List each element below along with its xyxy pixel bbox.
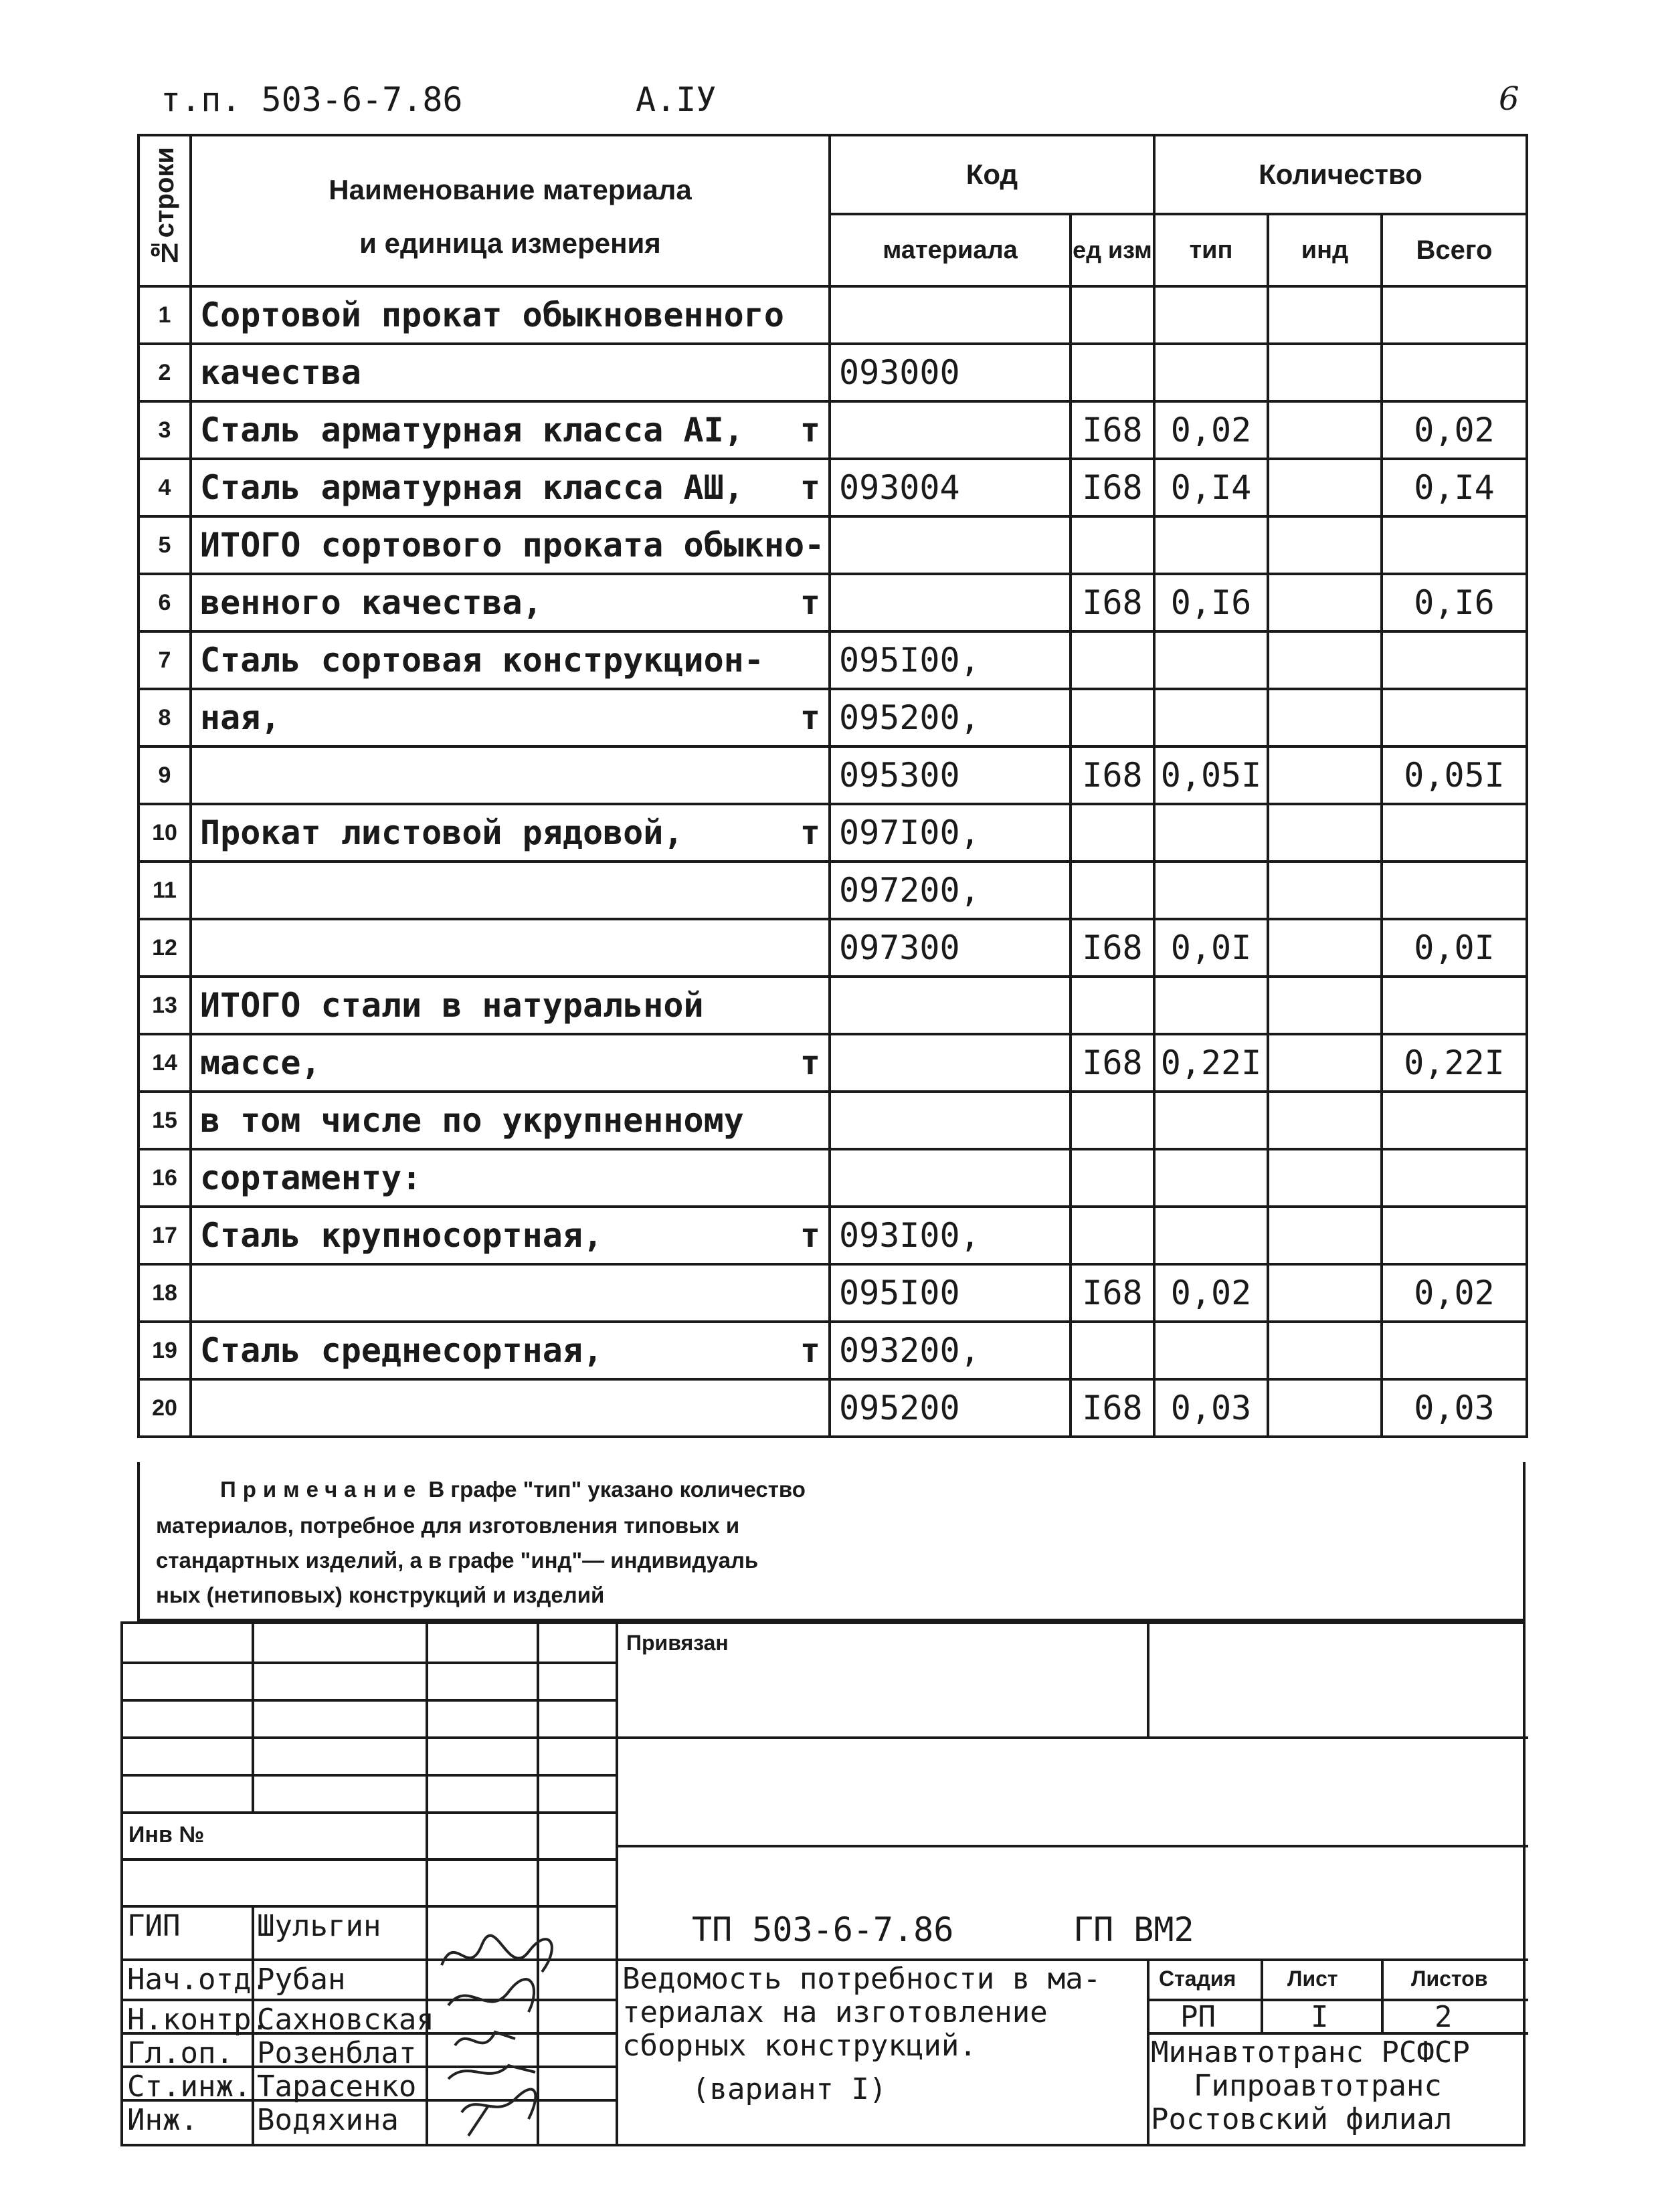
table-row	[139, 977, 1527, 1034]
row-number: 1	[139, 286, 191, 344]
material-name: качества	[191, 344, 830, 401]
unit-code	[1071, 977, 1154, 1034]
qty-total: 0,I6	[1382, 574, 1527, 631]
row-number: 14	[139, 1034, 191, 1092]
org-line1: Минавтотранс РСФСР	[1151, 2035, 1470, 2070]
unit-mark: т	[800, 1331, 820, 1370]
qty-ind	[1268, 574, 1382, 631]
signature-name: Рубан	[257, 1963, 346, 1997]
material-name: Сталь сортовая конструкцион-	[191, 631, 830, 689]
material-code: 093I00,	[830, 1207, 1071, 1264]
document-code: ТП 503-6-7.86	[692, 1910, 954, 1949]
qty-ind	[1268, 1322, 1382, 1379]
qty-ind	[1268, 1379, 1382, 1437]
row-number: 20	[139, 1379, 191, 1437]
signature-name: Розенблат	[257, 2036, 417, 2070]
note-line4: ных (нетиповых) конструкций и изделий	[156, 1583, 605, 1607]
qty-ind	[1268, 401, 1382, 459]
material-name: Сталь арматурная класса АI, т	[191, 401, 830, 459]
table-row	[139, 631, 1527, 689]
qty-total	[1382, 689, 1527, 746]
qty-ind	[1268, 1034, 1382, 1092]
material-name	[191, 746, 830, 804]
row-number: 4	[139, 459, 191, 516]
signature-scribbles	[428, 1905, 616, 2146]
row-number: 6	[139, 574, 191, 631]
qty-type: 0,02	[1154, 1264, 1268, 1322]
header-quantity: Количество	[1154, 135, 1527, 214]
sheets-value: 2	[1435, 2000, 1453, 2034]
title-block	[120, 1621, 1526, 2146]
material-code: 093004	[830, 459, 1071, 516]
header-material-name: Наименование материала и единица измерения	[191, 135, 830, 286]
table-row	[139, 689, 1527, 746]
signature-name: Шульгин	[257, 1909, 381, 1943]
material-code: 095200,	[830, 689, 1071, 746]
material-code	[830, 286, 1071, 344]
qty-ind	[1268, 344, 1382, 401]
unit-code	[1071, 344, 1154, 401]
qty-type	[1154, 286, 1268, 344]
qty-ind	[1268, 746, 1382, 804]
qty-type	[1154, 1207, 1268, 1264]
unit-code	[1071, 1322, 1154, 1379]
qty-ind	[1268, 286, 1382, 344]
qty-total: 0,02	[1382, 401, 1527, 459]
table-row	[139, 1034, 1527, 1092]
unit-code: I68	[1071, 574, 1154, 631]
qty-type	[1154, 1149, 1268, 1207]
material-name	[191, 1379, 830, 1437]
unit-code	[1071, 689, 1154, 746]
qty-total: 0,22I	[1382, 1034, 1527, 1092]
signature-name: Тарасенко	[257, 2070, 417, 2104]
row-number: 7	[139, 631, 191, 689]
material-code	[830, 1034, 1071, 1092]
material-name: сортаменту:	[191, 1149, 830, 1207]
unit-code	[1071, 804, 1154, 862]
unit-code	[1071, 516, 1154, 574]
org-line2: Гипроавтотранс	[1194, 2069, 1442, 2103]
qty-type: 0,I6	[1154, 574, 1268, 631]
qty-total	[1382, 1149, 1527, 1207]
material-code: 095300	[830, 746, 1071, 804]
qty-type	[1154, 977, 1268, 1034]
unit-mark: т	[800, 583, 820, 622]
unit-code: I68	[1071, 459, 1154, 516]
unit-code	[1071, 862, 1154, 919]
material-code: 095I00,	[830, 631, 1071, 689]
qty-ind	[1268, 1092, 1382, 1149]
unit-code: I68	[1071, 746, 1154, 804]
qty-total	[1382, 1207, 1527, 1264]
material-code	[830, 1149, 1071, 1207]
sheet-value: I	[1311, 2000, 1329, 2034]
qty-ind	[1268, 631, 1382, 689]
document-title-line1: Ведомость потребности в ма-	[622, 1962, 1101, 1996]
qty-type	[1154, 804, 1268, 862]
document-title-line2: териалах на изготовление	[622, 1995, 1048, 2029]
qty-total	[1382, 344, 1527, 401]
unit-mark: т	[800, 813, 820, 852]
unit-mark: т	[800, 698, 820, 737]
table-row	[139, 1379, 1527, 1437]
material-code	[830, 574, 1071, 631]
unit-mark: т	[800, 1216, 820, 1255]
material-name: Сталь среднесортная, т	[191, 1322, 830, 1379]
qty-ind	[1268, 804, 1382, 862]
qty-type: 0,05I	[1154, 746, 1268, 804]
qty-type	[1154, 689, 1268, 746]
unit-code: I68	[1071, 919, 1154, 977]
table-row	[139, 401, 1527, 459]
header-qty-type: тип	[1154, 214, 1268, 286]
qty-ind	[1268, 459, 1382, 516]
material-name	[191, 1264, 830, 1322]
qty-total	[1382, 286, 1527, 344]
material-name: венного качества, т	[191, 574, 830, 631]
qty-ind	[1268, 1207, 1382, 1264]
qty-total	[1382, 804, 1527, 862]
qty-total	[1382, 631, 1527, 689]
row-number: 8	[139, 689, 191, 746]
table-row	[139, 1264, 1527, 1322]
inventory-number-label: Инв №	[128, 1822, 205, 1847]
row-number: 10	[139, 804, 191, 862]
unit-code: I68	[1071, 1379, 1154, 1437]
unit-mark: т	[800, 1043, 820, 1082]
qty-ind	[1268, 516, 1382, 574]
table-row	[139, 746, 1527, 804]
qty-total	[1382, 977, 1527, 1034]
material-code	[830, 516, 1071, 574]
table-row	[139, 862, 1527, 919]
row-number: 11	[139, 862, 191, 919]
note-title: Примечание	[220, 1477, 423, 1502]
qty-total: 0,I4	[1382, 459, 1527, 516]
unit-mark: т	[800, 468, 820, 507]
unit-mark: т	[800, 411, 820, 449]
material-name: Сталь арматурная класса АШ, т	[191, 459, 830, 516]
header-code-material: материала	[830, 214, 1071, 286]
qty-type	[1154, 862, 1268, 919]
material-name: ная, т	[191, 689, 830, 746]
material-code: 097I00,	[830, 804, 1071, 862]
row-number: 3	[139, 401, 191, 459]
qty-ind	[1268, 689, 1382, 746]
qty-type: 0,0I	[1154, 919, 1268, 977]
material-code	[830, 401, 1071, 459]
table-row	[139, 1149, 1527, 1207]
sheets-label: Листов	[1411, 1967, 1488, 1991]
page-number: 6	[1499, 80, 1519, 118]
signature-role: Инж.	[127, 2103, 198, 2137]
qty-ind	[1268, 1149, 1382, 1207]
table-row	[139, 919, 1527, 977]
qty-total: 0,0I	[1382, 919, 1527, 977]
note-block	[137, 1462, 1526, 1621]
material-name	[191, 862, 830, 919]
table-row	[139, 804, 1527, 862]
qty-type	[1154, 516, 1268, 574]
unit-code: I68	[1071, 1264, 1154, 1322]
qty-type: 0,I4	[1154, 459, 1268, 516]
unit-code	[1071, 286, 1154, 344]
header-row-number: №строки	[139, 135, 191, 286]
material-code: 097200,	[830, 862, 1071, 919]
unit-code	[1071, 1149, 1154, 1207]
stage-label: Стадия	[1159, 1967, 1236, 1991]
material-name: в том числе по укрупненному	[191, 1092, 830, 1149]
header-code: Код	[830, 135, 1154, 214]
table-body	[139, 286, 1527, 1437]
org-line3: Ростовский филиал	[1151, 2102, 1453, 2136]
qty-ind	[1268, 977, 1382, 1034]
signature-role: Нач.отд.	[127, 1963, 269, 1997]
row-number: 13	[139, 977, 191, 1034]
unit-code: I68	[1071, 1034, 1154, 1092]
document-mark: ГП ВМ2	[1073, 1910, 1194, 1949]
table-row	[139, 574, 1527, 631]
material-code: 095I00	[830, 1264, 1071, 1322]
qty-total	[1382, 862, 1527, 919]
header-qty-total: Всего	[1382, 214, 1527, 286]
table-row	[139, 1207, 1527, 1264]
stage-value: РП	[1180, 2000, 1216, 2034]
row-number: 19	[139, 1322, 191, 1379]
unit-code	[1071, 1092, 1154, 1149]
qty-ind	[1268, 862, 1382, 919]
material-code	[830, 977, 1071, 1034]
signature-name: Сахновская	[257, 2003, 434, 2037]
qty-total	[1382, 1322, 1527, 1379]
document-title-line4: (вариант I)	[692, 2072, 887, 2106]
material-name: ИТОГО стали в натуральной	[191, 977, 830, 1034]
album-number: А.IУ	[636, 80, 717, 119]
header-qty-ind: инд	[1268, 214, 1382, 286]
note-line2: материалов, потребное для изготовления типовых и	[156, 1513, 740, 1538]
note-line3: стандартных изделий, а в графе "инд"— индивидуаль	[156, 1548, 759, 1573]
table-row	[139, 286, 1527, 344]
qty-type	[1154, 631, 1268, 689]
material-name: Сталь крупносортная, т	[191, 1207, 830, 1264]
qty-type: 0,02	[1154, 401, 1268, 459]
doc-reference: т.п. 503-6-7.86	[161, 80, 463, 119]
material-code: 097300	[830, 919, 1071, 977]
table-row	[139, 1092, 1527, 1149]
qty-type: 0,03	[1154, 1379, 1268, 1437]
material-code: 093200,	[830, 1322, 1071, 1379]
material-name: Сортовой прокат обыкновенного	[191, 286, 830, 344]
signature-role: Н.контр.	[127, 2003, 269, 2037]
privyazan-label: Привязан	[626, 1631, 729, 1655]
table-row	[139, 1322, 1527, 1379]
material-name: массе, т	[191, 1034, 830, 1092]
signature-name: Водяхина	[257, 2103, 399, 2137]
qty-total: 0,03	[1382, 1379, 1527, 1437]
qty-type: 0,22I	[1154, 1034, 1268, 1092]
qty-total: 0,05I	[1382, 746, 1527, 804]
row-number: 9	[139, 746, 191, 804]
qty-type	[1154, 1092, 1268, 1149]
sheet-label: Лист	[1287, 1967, 1338, 1991]
table-row	[139, 344, 1527, 401]
unit-code	[1071, 1207, 1154, 1264]
qty-total: 0,02	[1382, 1264, 1527, 1322]
qty-type	[1154, 344, 1268, 401]
qty-type	[1154, 1322, 1268, 1379]
row-number: 18	[139, 1264, 191, 1322]
table-row	[139, 459, 1527, 516]
signature-role: Гл.оп.	[127, 2036, 234, 2070]
unit-code: I68	[1071, 401, 1154, 459]
qty-total	[1382, 516, 1527, 574]
header-code-unit: ед изм	[1071, 214, 1154, 286]
material-code: 093000	[830, 344, 1071, 401]
row-number: 5	[139, 516, 191, 574]
signature-role: ГИП	[127, 1909, 181, 1943]
unit-code	[1071, 631, 1154, 689]
materials-table	[137, 134, 1528, 1438]
row-number: 2	[139, 344, 191, 401]
qty-ind	[1268, 919, 1382, 977]
material-name: Прокат листовой рядовой, т	[191, 804, 830, 862]
table-row	[139, 516, 1527, 574]
material-code: 095200	[830, 1379, 1071, 1437]
material-name: ИТОГО сортового проката обыкно-	[191, 516, 830, 574]
qty-total	[1382, 1092, 1527, 1149]
row-number: 17	[139, 1207, 191, 1264]
qty-ind	[1268, 1264, 1382, 1322]
signature-role: Ст.инж.	[127, 2070, 252, 2104]
material-name	[191, 919, 830, 977]
row-number: 16	[139, 1149, 191, 1207]
row-number: 15	[139, 1092, 191, 1149]
document-title-line3: сборных конструкций.	[622, 2029, 977, 2063]
row-number: 12	[139, 919, 191, 977]
material-code	[830, 1092, 1071, 1149]
note-line1: В графе "тип" указано количество	[428, 1477, 806, 1502]
